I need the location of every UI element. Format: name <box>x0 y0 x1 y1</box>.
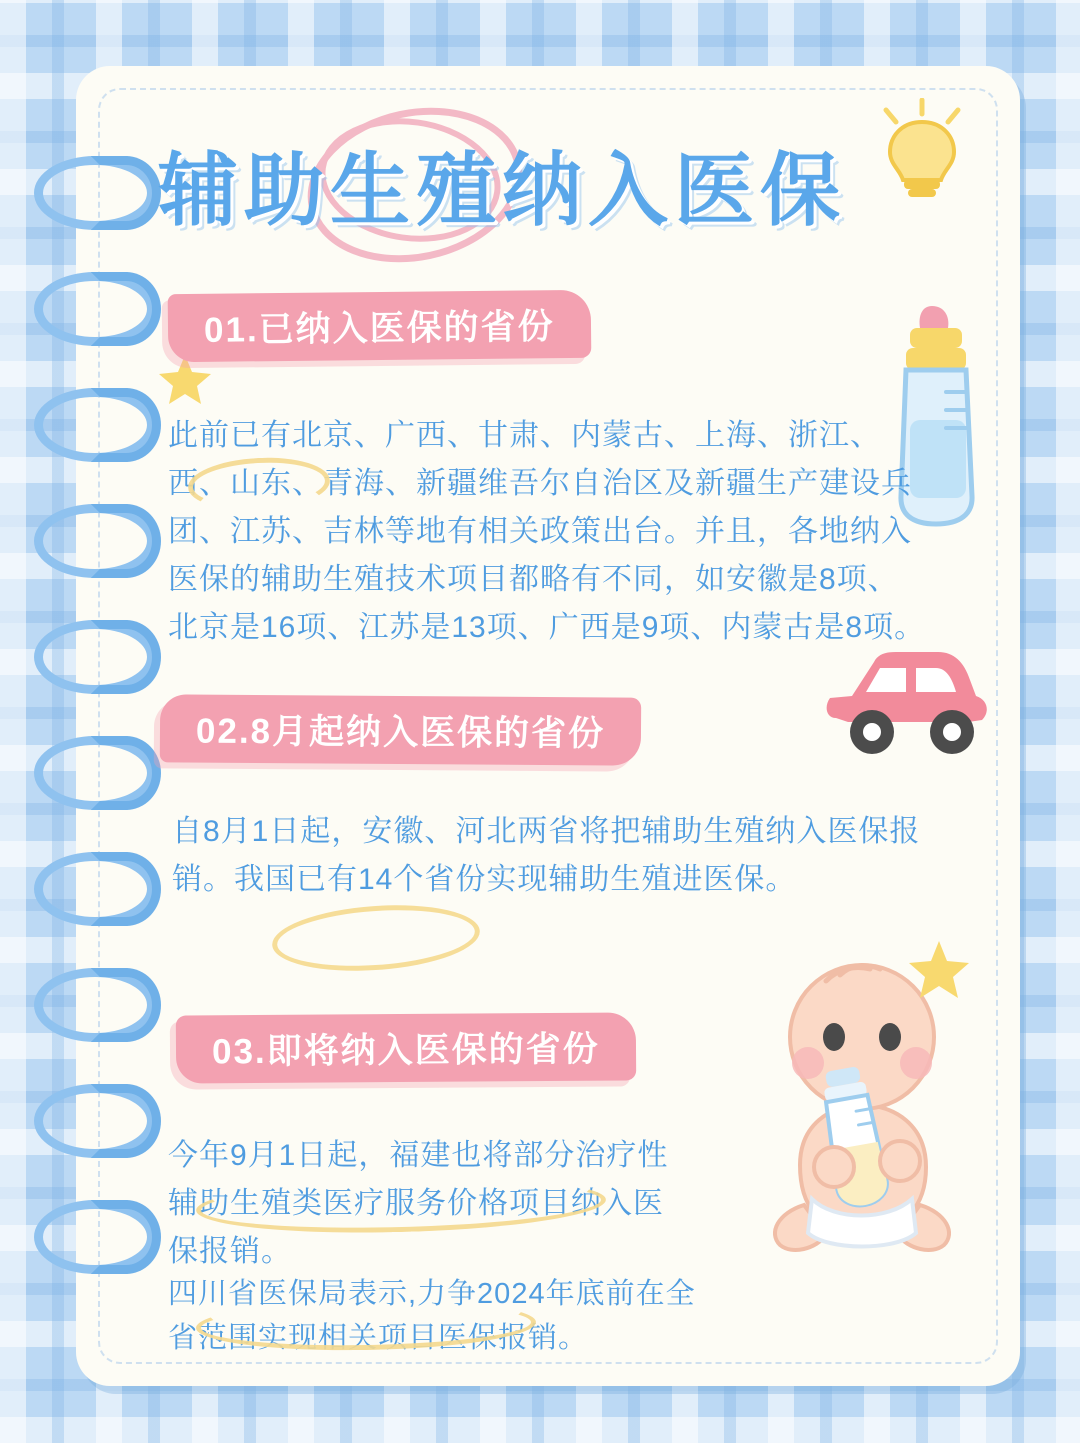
toy-car-icon <box>818 640 994 770</box>
star-icon <box>908 938 970 1000</box>
spiral-ring <box>34 736 156 810</box>
spiral-ring <box>34 388 156 462</box>
lightbulb-icon <box>876 98 968 198</box>
spiral-ring <box>34 1084 156 1158</box>
spiral-ring <box>34 1200 156 1274</box>
spiral-ring <box>34 620 156 694</box>
section-heading-1: 01.已纳入医保的省份 <box>168 290 591 362</box>
section-heading-3: 03.即将纳入医保的省份 <box>176 1012 636 1083</box>
spiral-ring <box>34 504 156 578</box>
spiral-ring <box>34 272 156 346</box>
spiral-ring <box>34 852 156 926</box>
spiral-ring <box>34 968 156 1042</box>
section-body-3-extra: 四川省医保局表示,力争2024年底前在全省范围实现相关项目医保报销。 <box>168 1278 696 1354</box>
baby-icon <box>730 955 990 1265</box>
title-area <box>130 110 920 270</box>
page-title: 辅助生殖纳入医保 <box>158 146 846 235</box>
section-body-2: 自8月1日起，安徽、河北两省将把辅助生殖纳入医保报销。我国已有14个省份实现辅助生殖进医保。 <box>172 815 921 896</box>
section-heading-2: 02.8月起纳入医保的省份 <box>160 694 642 765</box>
section-body-3: 今年9月1日起，福建也将部分治疗性辅助生殖类医疗服务价格项目纳入医保报销。 <box>168 1139 669 1268</box>
section-body-1: 此前已有北京、广西、甘肃、内蒙古、上海、浙江、西、山东、青海、新疆维吾尔自治区及新疆生产建设兵团、江苏、吉林等地有相关政策出台。并且，各地纳入医保的辅助生殖技术项目都略有不同，如安徽是8项、北京是16项、江苏是13项、广西是9项、内蒙古是8项。 <box>168 419 926 644</box>
